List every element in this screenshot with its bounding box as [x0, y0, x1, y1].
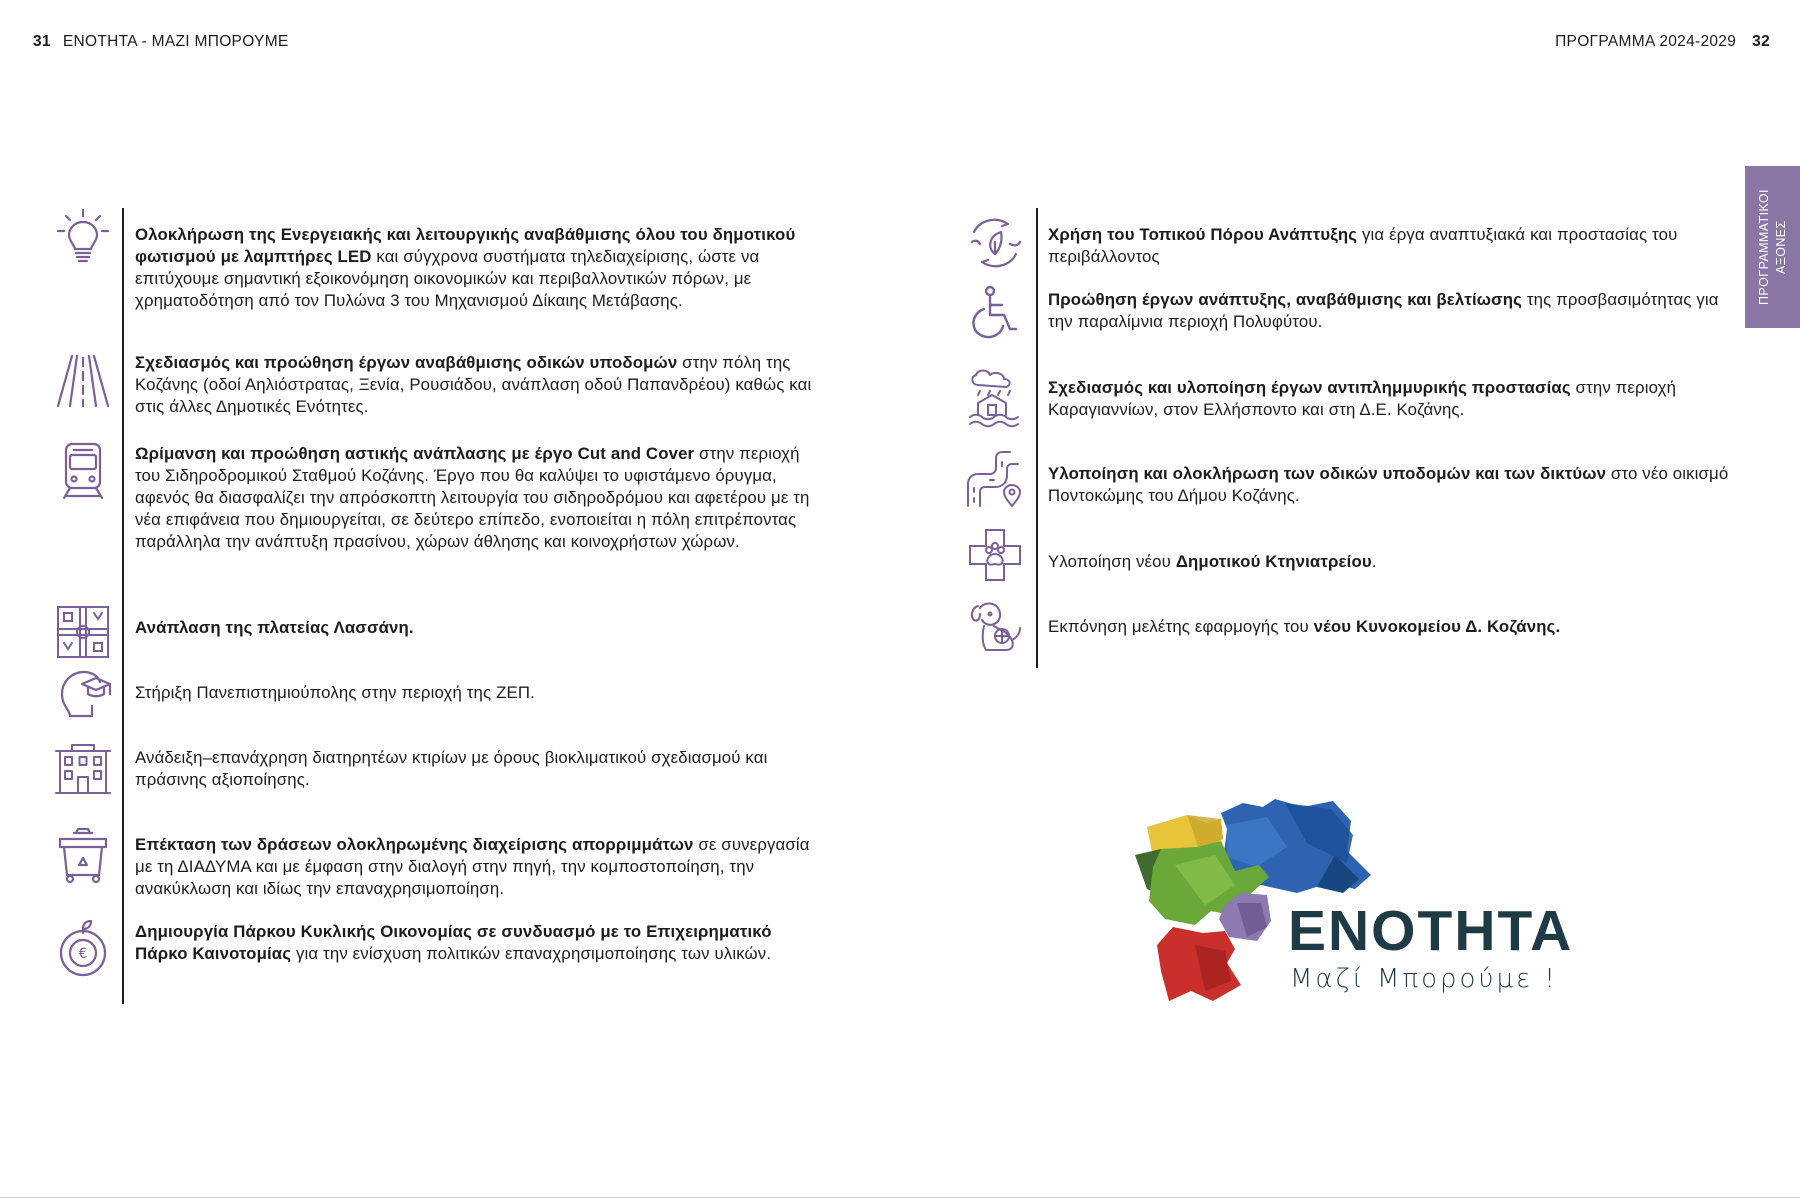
logo-subtitle: Μαζί Μπορούμε ! [1290, 964, 1558, 994]
list-item-vet-clinic: Υλοποίηση νέου Δημοτικού Κτηνιατρείου. [1048, 552, 1377, 571]
vet-paw-icon [964, 524, 1026, 586]
flood-house-icon [964, 369, 1026, 431]
header-left [33, 33, 289, 51]
road-icon [52, 350, 114, 412]
logo-title: ΕΝΟΤΗΤΑ [1288, 899, 1574, 963]
left-running-title: ΕΝΟΤΗΤΑ - ΜΑΖΙ ΜΠΟΡΟΥΜΕ [62, 33, 289, 50]
graduate-head-icon [52, 664, 114, 726]
list-item-university-support: Στήριξη Πανεπιστημιούπολης στην περιοχή της ΖΕΠ. [135, 683, 535, 702]
wheelchair-icon [964, 283, 1026, 345]
eco-hands-icon [964, 212, 1026, 274]
recycle-bin-icon [52, 825, 114, 887]
list-item-listed-buildings: Ανάδειξη–επανάχρηση διατηρητέων κτιρίων με όρους βιοκλιματικού σχεδιασμού και πράσινης αξιοποίησης. [135, 748, 768, 789]
svg-text:€: € [78, 946, 88, 962]
list-item-dog-shelter: Εκπόνηση μελέτης εφαρμογής του νέου Κυνοκομείου Δ. Κοζάνης. [1048, 617, 1561, 636]
side-tab-label: ΠΡΟΓΡΑΜΜΑΤΙΚΟΙ ΑΞΟΝΕΣ [1756, 189, 1788, 305]
list-item-road-infrastructure: Σχεδιασμός και προώθηση έργων αναβάθμισης οδικών υποδομών στην πόλη της Κοζάνης (οδοί Αηλιόστρατας, Ξενία, Ρουσιάδου, ανάπλαση οδού Παπανδρέου) καθώς και στις άλλες Δημοτικές Ενότητες. [135, 353, 812, 416]
section-side-tab [1745, 166, 1800, 328]
header-right [1555, 33, 1770, 51]
list-item-flood-protection: Σχεδιασμός και υλοποίηση έργων αντιπλημμυρικής προστασίας στην περιοχή Καραγιαννίων, στον Ελλήσποντο και στη Δ.Ε. Κοζάνης. [1048, 378, 1677, 419]
list-item-accessibility: Προώθηση έργων ανάπτυξης, αναβάθμισης και βελτίωσης της προσβασιμότητας για την παραλίμνια περιοχή Πολυφύτου. [1048, 290, 1719, 331]
list-item-local-development-resource: Χρήση του Τοπικού Πόρου Ανάπτυξης για έργα αναπτυξιακά και προστασίας του περιβάλλοντος [1048, 225, 1678, 266]
circular-economy-icon [52, 917, 114, 979]
left-column-divider [122, 208, 124, 1004]
train-icon [52, 440, 114, 502]
left-page-number: 31 [33, 33, 51, 50]
dog-icon [964, 596, 1026, 658]
right-page-number: 32 [1752, 33, 1770, 50]
road-map-icon [964, 450, 1026, 512]
list-item-led-lighting: Ολοκλήρωση της Ενεργειακής και λειτουργικής αναβάθμισης όλου του δημοτικού φωτισμού με λαμπτήρες LED και σύγχρονα συστήματα τηλεδιαχείρισης, ώστε να επιτύχουμε σημαντική εξοικονόμηση οικονομικών και περιβαλλοντικών πόρων, με χρηματοδότηση από τον Πυλώνα 3 του Μηχανισμού Δίκαιης Μετάβασης. [135, 225, 796, 310]
list-item-pontokomi-roads: Υλοποίηση και ολοκλήρωση των οδικών υποδομών και των δικτύων στο νέο οικισμό Ποντοκώμης του Δήμου Κοζάνης. [1048, 464, 1729, 505]
right-column-divider [1036, 208, 1038, 668]
list-item-circular-economy-park: Δημιουργία Πάρκου Κυκλικής Οικονομίας σε συνδυασμό με το Επιχειρηματικό Πάρκο Καινοτομίας για την ενίσχυση πολιτικών επαναχρησιμοποίησης των υλικών. [135, 922, 772, 963]
right-running-title: ΠΡΟΓΡΑΜΜΑ 2024-2029 [1555, 33, 1737, 50]
lightbulb-icon [52, 206, 114, 268]
list-item-cut-and-cover: Ωρίμανση και προώθηση αστικής ανάπλασης με έργο Cut and Cover στην περιοχή του Σιδηροδρομικού Σταθμού Κοζάνης. Έργο που θα καλύψει το υφιστάμενο όρυγμα, αφενός θα διασφαλίζει την απρόσκοπτη λειτουργία του σιδηροδρόμου και αφετέρου με τη νέα επιφάνεια που δημιουργείται, σε δεύτερο επίπεδο, ενοποιείται η πόλη επιτρέποντας παράλληλα την ανάπτυξη πρασίνου, χώρων άθλησης και κοινοχρήστων χώρων. [135, 444, 810, 551]
square-plan-icon [52, 601, 114, 663]
list-item-waste-management: Επέκταση των δράσεων ολοκληρωμένης διαχείρισης απορριμμάτων σε συνεργασία με τη ΔΙΑΔΥΜΑ και με έμφαση στην διαλογή στην πηγή, την κομποστοποίηση, την ανακύκλωση και ιδίως την επαναχρησιμοποίηση. [135, 835, 810, 898]
list-item-lassani-square: Ανάπλαση της πλατείας Λασσάνη. [135, 618, 414, 637]
page-bottom-border [0, 1197, 1800, 1198]
building-icon [52, 737, 114, 799]
